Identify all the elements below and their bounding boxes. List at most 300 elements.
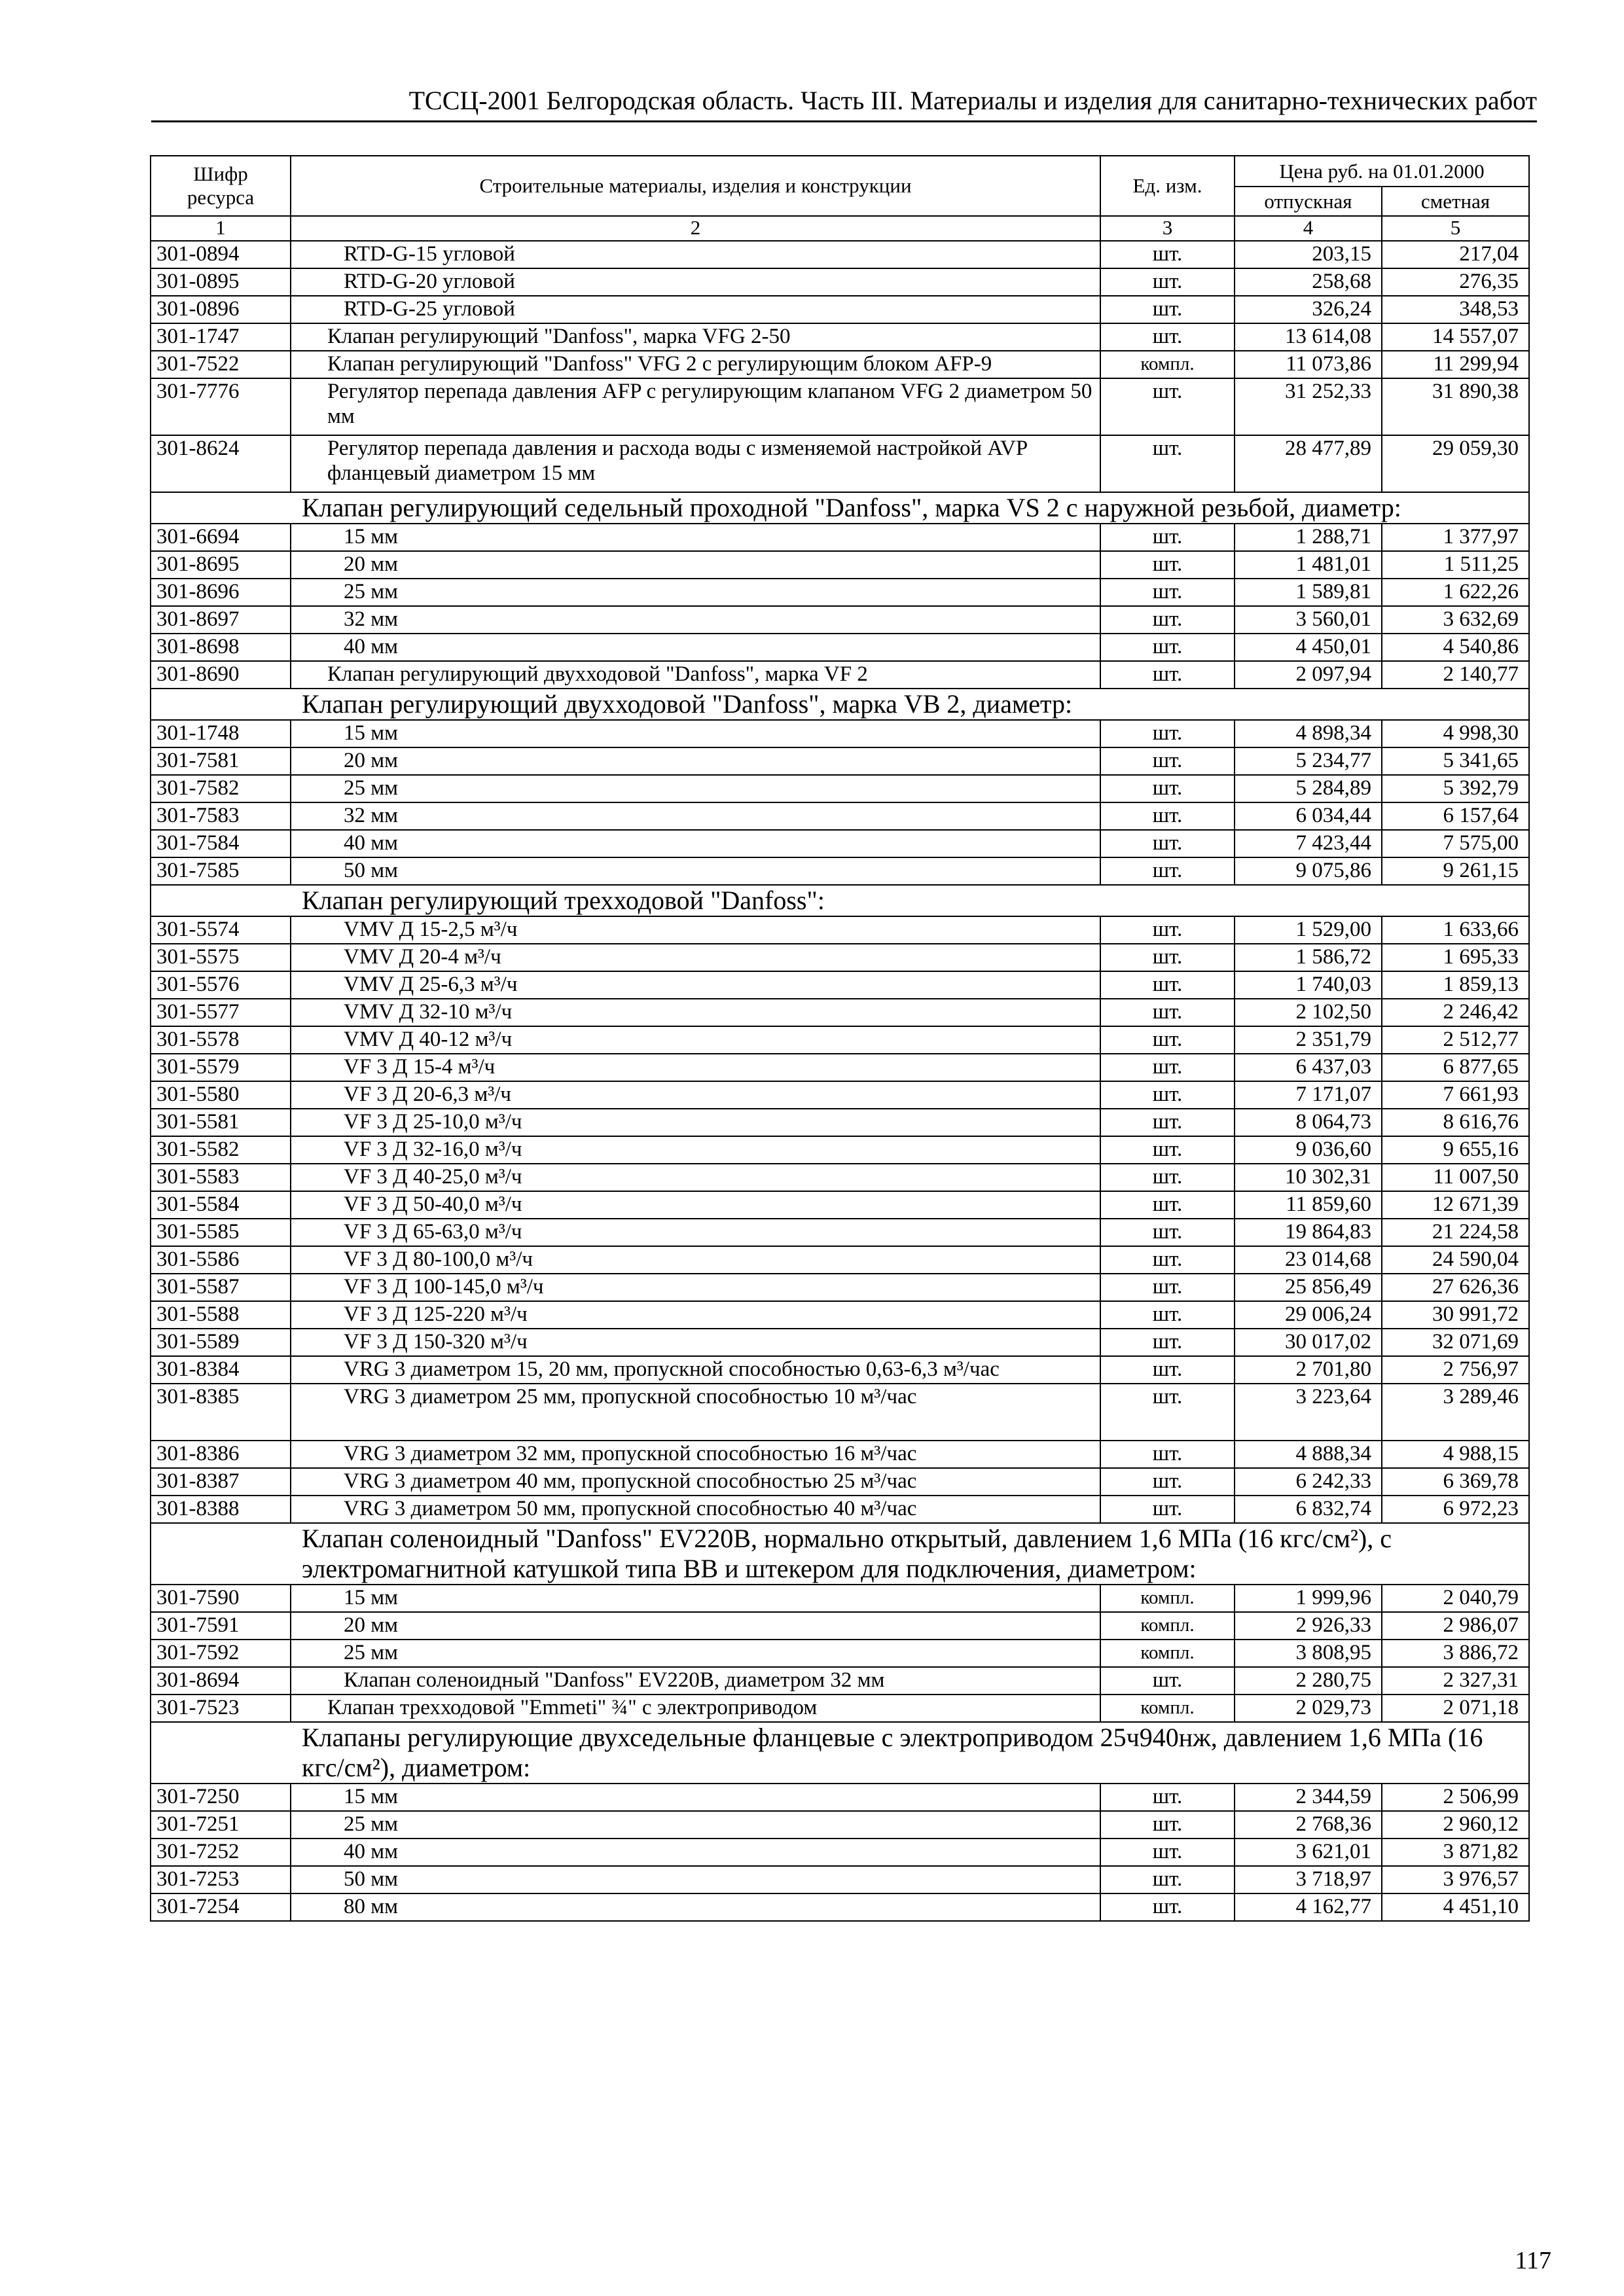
unit-of-measure: шт. xyxy=(1100,1866,1235,1893)
table-body xyxy=(151,241,1529,1921)
table-row xyxy=(151,524,1529,551)
resource-code: 301-7591 xyxy=(151,1612,291,1640)
table-row xyxy=(151,1585,1529,1612)
resource-code: 301-7250 xyxy=(151,1784,291,1811)
resource-code: 301-7522 xyxy=(151,351,291,378)
material-name: VF 3 Д 150-320 м³/ч xyxy=(291,1329,1100,1356)
material-name: VF 3 Д 40-25,0 м³/ч xyxy=(291,1164,1100,1191)
resource-code: 301-7581 xyxy=(151,747,291,775)
estimate-price: 8 616,76 xyxy=(1382,1109,1529,1136)
table-row xyxy=(151,551,1529,579)
section-row xyxy=(151,689,1529,720)
unit-of-measure: шт. xyxy=(1100,1811,1235,1839)
material-name: 50 мм xyxy=(291,857,1100,885)
table-row xyxy=(151,296,1529,323)
unit-of-measure: шт. xyxy=(1100,1026,1235,1054)
resource-code: 301-7590 xyxy=(151,1585,291,1612)
unit-of-measure: шт. xyxy=(1100,579,1235,606)
header-unit: Ед. изм. xyxy=(1100,156,1235,216)
unit-of-measure: шт. xyxy=(1100,1164,1235,1191)
unit-of-measure: компл. xyxy=(1100,1585,1235,1612)
table-row xyxy=(151,1640,1529,1667)
material-name: RTD-G-20 угловой xyxy=(291,268,1100,296)
table-row xyxy=(151,720,1529,747)
unit-of-measure: шт. xyxy=(1100,1384,1235,1441)
table-row xyxy=(151,1612,1529,1640)
estimate-price: 2 246,42 xyxy=(1382,999,1529,1026)
material-name: Клапан соленоидный "Danfoss" EV220B, диаметром 32 мм xyxy=(291,1667,1100,1695)
material-name: VMV Д 15-2,5 м³/ч xyxy=(291,916,1100,944)
table-row xyxy=(151,323,1529,351)
release-price: 6 242,33 xyxy=(1235,1468,1382,1496)
header-release-price: отпускная xyxy=(1235,187,1382,216)
release-price: 2 344,59 xyxy=(1235,1784,1382,1811)
material-name: 40 мм xyxy=(291,634,1100,661)
material-name: 50 мм xyxy=(291,1866,1100,1893)
resource-code: 301-7254 xyxy=(151,1893,291,1921)
price-table xyxy=(150,155,1530,1922)
table-row xyxy=(151,1496,1529,1523)
estimate-price: 1 859,13 xyxy=(1382,971,1529,999)
unit-of-measure: шт. xyxy=(1100,1109,1235,1136)
table-row xyxy=(151,747,1529,775)
section-heading: Клапан регулирующий двухходовой "Danfoss", марка VB 2, диаметр: xyxy=(151,689,1529,720)
material-name: 25 мм xyxy=(291,1640,1100,1667)
release-price: 23 014,68 xyxy=(1235,1246,1382,1274)
release-price: 1 288,71 xyxy=(1235,524,1382,551)
material-name: VF 3 Д 125-220 м³/ч xyxy=(291,1301,1100,1329)
material-name: 40 мм xyxy=(291,830,1100,857)
release-price: 29 006,24 xyxy=(1235,1301,1382,1329)
unit-of-measure: шт. xyxy=(1100,1441,1235,1468)
release-price: 6 034,44 xyxy=(1235,802,1382,830)
unit-of-measure: шт. xyxy=(1100,268,1235,296)
table-row xyxy=(151,1246,1529,1274)
table-row xyxy=(151,634,1529,661)
unit-of-measure: шт. xyxy=(1100,971,1235,999)
release-price: 4 450,01 xyxy=(1235,634,1382,661)
material-name: VF 3 Д 80-100,0 м³/ч xyxy=(291,1246,1100,1274)
table-header xyxy=(151,156,1529,241)
release-price: 10 302,31 xyxy=(1235,1164,1382,1191)
resource-code: 301-5578 xyxy=(151,1026,291,1054)
estimate-price: 24 590,04 xyxy=(1382,1246,1529,1274)
estimate-price: 11 299,94 xyxy=(1382,351,1529,378)
estimate-price: 9 655,16 xyxy=(1382,1136,1529,1164)
unit-of-measure: шт. xyxy=(1100,857,1235,885)
header-code: Шифр ресурса xyxy=(151,156,291,216)
table-row xyxy=(151,241,1529,268)
material-name: 40 мм xyxy=(291,1839,1100,1866)
unit-of-measure: шт. xyxy=(1100,1329,1235,1356)
resource-code: 301-5577 xyxy=(151,999,291,1026)
material-name: VRG 3 диаметром 25 мм, пропускной способностью 10 м³/час xyxy=(291,1384,1100,1441)
table-row xyxy=(151,1081,1529,1109)
estimate-price: 3 289,46 xyxy=(1382,1384,1529,1441)
resource-code: 301-7251 xyxy=(151,1811,291,1839)
unit-of-measure: шт. xyxy=(1100,1191,1235,1219)
release-price: 2 280,75 xyxy=(1235,1667,1382,1695)
page-header: ТССЦ-2001 Белгородская область. Часть III. Материалы и изделия для санитарно-технических работ xyxy=(408,86,1537,115)
release-price: 2 029,73 xyxy=(1235,1695,1382,1722)
resource-code: 301-5579 xyxy=(151,1054,291,1081)
column-number: 4 xyxy=(1235,216,1382,241)
release-price: 326,24 xyxy=(1235,296,1382,323)
release-price: 1 740,03 xyxy=(1235,971,1382,999)
resource-code: 301-5576 xyxy=(151,971,291,999)
material-name: VMV Д 25-6,3 м³/ч xyxy=(291,971,1100,999)
table-row xyxy=(151,1893,1529,1921)
release-price: 258,68 xyxy=(1235,268,1382,296)
estimate-price: 5 392,79 xyxy=(1382,775,1529,802)
resource-code: 301-0896 xyxy=(151,296,291,323)
release-price: 4 898,34 xyxy=(1235,720,1382,747)
material-name: VF 3 Д 20-6,3 м³/ч xyxy=(291,1081,1100,1109)
resource-code: 301-7585 xyxy=(151,857,291,885)
table-row xyxy=(151,1219,1529,1246)
release-price: 11 073,86 xyxy=(1235,351,1382,378)
estimate-price: 4 540,86 xyxy=(1382,634,1529,661)
estimate-price: 4 451,10 xyxy=(1382,1893,1529,1921)
unit-of-measure: шт. xyxy=(1100,606,1235,634)
unit-of-measure: компл. xyxy=(1100,351,1235,378)
material-name: VF 3 Д 65-63,0 м³/ч xyxy=(291,1219,1100,1246)
table-row xyxy=(151,378,1529,435)
release-price: 1 529,00 xyxy=(1235,916,1382,944)
estimate-price: 348,53 xyxy=(1382,296,1529,323)
section-heading: Клапан регулирующий седельный проходной "Danfoss", марка VS 2 с наружной резьбой, диаметр: xyxy=(151,492,1529,524)
unit-of-measure: шт. xyxy=(1100,747,1235,775)
table-row xyxy=(151,1274,1529,1301)
resource-code: 301-7523 xyxy=(151,1695,291,1722)
release-price: 31 252,33 xyxy=(1235,378,1382,435)
estimate-price: 2 506,99 xyxy=(1382,1784,1529,1811)
material-name: VRG 3 диаметром 32 мм, пропускной способностью 16 м³/час xyxy=(291,1441,1100,1468)
material-name: RTD-G-15 угловой xyxy=(291,241,1100,268)
estimate-price: 1 695,33 xyxy=(1382,944,1529,971)
table-row xyxy=(151,775,1529,802)
material-name: 80 мм xyxy=(291,1893,1100,1921)
material-name: VF 3 Д 15-4 м³/ч xyxy=(291,1054,1100,1081)
material-name: VRG 3 диаметром 40 мм, пропускной способностью 25 м³/час xyxy=(291,1468,1100,1496)
table-row xyxy=(151,1026,1529,1054)
release-price: 5 234,77 xyxy=(1235,747,1382,775)
table-row xyxy=(151,268,1529,296)
estimate-price: 3 871,82 xyxy=(1382,1839,1529,1866)
unit-of-measure: шт. xyxy=(1100,323,1235,351)
table-row xyxy=(151,661,1529,689)
resource-code: 301-1747 xyxy=(151,323,291,351)
resource-code: 301-5589 xyxy=(151,1329,291,1356)
table-row xyxy=(151,1054,1529,1081)
table-row xyxy=(151,1468,1529,1496)
table-row xyxy=(151,1667,1529,1695)
table-row xyxy=(151,1811,1529,1839)
release-price: 30 017,02 xyxy=(1235,1329,1382,1356)
resource-code: 301-8385 xyxy=(151,1384,291,1441)
estimate-price: 32 071,69 xyxy=(1382,1329,1529,1356)
estimate-price: 3 886,72 xyxy=(1382,1640,1529,1667)
table-row xyxy=(151,1441,1529,1468)
material-name: 15 мм xyxy=(291,720,1100,747)
estimate-price: 6 877,65 xyxy=(1382,1054,1529,1081)
unit-of-measure: шт. xyxy=(1100,1784,1235,1811)
unit-of-measure: шт. xyxy=(1100,916,1235,944)
column-number: 1 xyxy=(151,216,291,241)
material-name: Клапан регулирующий двухходовой "Danfoss", марка VF 2 xyxy=(291,661,1100,689)
material-name: Регулятор перепада давления AFP с регулирующим клапаном VFG 2 диаметром 50 мм xyxy=(291,378,1100,435)
section-row xyxy=(151,1523,1529,1585)
resource-code: 301-0894 xyxy=(151,241,291,268)
resource-code: 301-7253 xyxy=(151,1866,291,1893)
estimate-price: 27 626,36 xyxy=(1382,1274,1529,1301)
release-price: 11 859,60 xyxy=(1235,1191,1382,1219)
material-name: VRG 3 диаметром 15, 20 мм, пропускной способностью 0,63-6,3 м³/час xyxy=(291,1356,1100,1384)
estimate-price: 31 890,38 xyxy=(1382,378,1529,435)
material-name: VMV Д 20-4 м³/ч xyxy=(291,944,1100,971)
release-price: 2 102,50 xyxy=(1235,999,1382,1026)
unit-of-measure: шт. xyxy=(1100,802,1235,830)
release-price: 5 284,89 xyxy=(1235,775,1382,802)
estimate-price: 11 007,50 xyxy=(1382,1164,1529,1191)
resource-code: 301-7583 xyxy=(151,802,291,830)
material-name: 20 мм xyxy=(291,1612,1100,1640)
material-name: RTD-G-25 угловой xyxy=(291,296,1100,323)
release-price: 203,15 xyxy=(1235,241,1382,268)
resource-code: 301-8388 xyxy=(151,1496,291,1523)
material-name: VF 3 Д 50-40,0 м³/ч xyxy=(291,1191,1100,1219)
resource-code: 301-8384 xyxy=(151,1356,291,1384)
section-heading: Клапаны регулирующие двухседельные фланцевые с электроприводом 25ч940нж, давлением 1,6 МПа (16 кгс/см²), диаметром: xyxy=(151,1722,1529,1784)
unit-of-measure: шт. xyxy=(1100,1136,1235,1164)
table-row xyxy=(151,435,1529,492)
header-price: Цена руб. на 01.01.2000 xyxy=(1235,156,1529,187)
unit-of-measure: шт. xyxy=(1100,296,1235,323)
table-row xyxy=(151,1784,1529,1811)
unit-of-measure: компл. xyxy=(1100,1640,1235,1667)
section-row xyxy=(151,492,1529,524)
material-name: VF 3 Д 100-145,0 м³/ч xyxy=(291,1274,1100,1301)
release-price: 2 926,33 xyxy=(1235,1612,1382,1640)
resource-code: 301-5574 xyxy=(151,916,291,944)
unit-of-measure: шт. xyxy=(1100,1356,1235,1384)
estimate-price: 3 976,57 xyxy=(1382,1866,1529,1893)
unit-of-measure: шт. xyxy=(1100,241,1235,268)
table-row xyxy=(151,1136,1529,1164)
material-name: Регулятор перепада давления и расхода воды с изменяемой настройкой AVP фланцевый диаметром 15 мм xyxy=(291,435,1100,492)
price-table-container xyxy=(150,155,1528,1922)
release-price: 13 614,08 xyxy=(1235,323,1382,351)
section-row xyxy=(151,885,1529,916)
resource-code: 301-8695 xyxy=(151,551,291,579)
release-price: 3 808,95 xyxy=(1235,1640,1382,1667)
estimate-price: 30 991,72 xyxy=(1382,1301,1529,1329)
estimate-price: 2 040,79 xyxy=(1382,1585,1529,1612)
unit-of-measure: шт. xyxy=(1100,661,1235,689)
unit-of-measure: компл. xyxy=(1100,1695,1235,1722)
estimate-price: 2 512,77 xyxy=(1382,1026,1529,1054)
resource-code: 301-8690 xyxy=(151,661,291,689)
estimate-price: 6 369,78 xyxy=(1382,1468,1529,1496)
release-price: 3 223,64 xyxy=(1235,1384,1382,1441)
unit-of-measure: компл. xyxy=(1100,1612,1235,1640)
header-rule xyxy=(151,120,1537,122)
release-price: 1 589,81 xyxy=(1235,579,1382,606)
table-row xyxy=(151,1191,1529,1219)
table-row xyxy=(151,971,1529,999)
unit-of-measure: шт. xyxy=(1100,1081,1235,1109)
section-row xyxy=(151,1722,1529,1784)
material-name: 15 мм xyxy=(291,1784,1100,1811)
release-price: 7 171,07 xyxy=(1235,1081,1382,1109)
table-row xyxy=(151,1695,1529,1722)
release-price: 9 036,60 xyxy=(1235,1136,1382,1164)
release-price: 1 586,72 xyxy=(1235,944,1382,971)
release-price: 19 864,83 xyxy=(1235,1219,1382,1246)
release-price: 4 888,34 xyxy=(1235,1441,1382,1468)
table-row xyxy=(151,1866,1529,1893)
unit-of-measure: шт. xyxy=(1100,551,1235,579)
resource-code: 301-8696 xyxy=(151,579,291,606)
estimate-price: 4 998,30 xyxy=(1382,720,1529,747)
table-row xyxy=(151,1164,1529,1191)
resource-code: 301-8624 xyxy=(151,435,291,492)
estimate-price: 2 960,12 xyxy=(1382,1811,1529,1839)
resource-code: 301-5585 xyxy=(151,1219,291,1246)
unit-of-measure: шт. xyxy=(1100,634,1235,661)
table-row xyxy=(151,1839,1529,1866)
material-name: 15 мм xyxy=(291,1585,1100,1612)
estimate-price: 2 140,77 xyxy=(1382,661,1529,689)
estimate-price: 14 557,07 xyxy=(1382,323,1529,351)
release-price: 6 832,74 xyxy=(1235,1496,1382,1523)
resource-code: 301-8694 xyxy=(151,1667,291,1695)
table-row xyxy=(151,830,1529,857)
page-number: 117 xyxy=(1515,2247,1551,2274)
release-price: 3 621,01 xyxy=(1235,1839,1382,1866)
release-price: 6 437,03 xyxy=(1235,1054,1382,1081)
estimate-price: 3 632,69 xyxy=(1382,606,1529,634)
resource-code: 301-7592 xyxy=(151,1640,291,1667)
unit-of-measure: шт. xyxy=(1100,775,1235,802)
estimate-price: 2 327,31 xyxy=(1382,1667,1529,1695)
table-row xyxy=(151,802,1529,830)
release-price: 2 097,94 xyxy=(1235,661,1382,689)
section-heading: Клапан регулирующий трехходовой "Danfoss": xyxy=(151,885,1529,916)
column-number: 2 xyxy=(291,216,1100,241)
unit-of-measure: шт. xyxy=(1100,999,1235,1026)
unit-of-measure: шт. xyxy=(1100,524,1235,551)
table-row xyxy=(151,1109,1529,1136)
unit-of-measure: шт. xyxy=(1100,1054,1235,1081)
estimate-price: 2 756,97 xyxy=(1382,1356,1529,1384)
unit-of-measure: шт. xyxy=(1100,1246,1235,1274)
release-price: 28 477,89 xyxy=(1235,435,1382,492)
table-row xyxy=(151,351,1529,378)
unit-of-measure: шт. xyxy=(1100,378,1235,435)
resource-code: 301-8386 xyxy=(151,1441,291,1468)
unit-of-measure: шт. xyxy=(1100,1468,1235,1496)
unit-of-measure: шт. xyxy=(1100,1839,1235,1866)
estimate-price: 4 988,15 xyxy=(1382,1441,1529,1468)
resource-code: 301-8387 xyxy=(151,1468,291,1496)
release-price: 2 351,79 xyxy=(1235,1026,1382,1054)
material-name: VF 3 Д 32-16,0 м³/ч xyxy=(291,1136,1100,1164)
unit-of-measure: шт. xyxy=(1100,435,1235,492)
resource-code: 301-1748 xyxy=(151,720,291,747)
material-name: VRG 3 диаметром 50 мм, пропускной способностью 40 м³/час xyxy=(291,1496,1100,1523)
material-name: VMV Д 40-12 м³/ч xyxy=(291,1026,1100,1054)
release-price: 7 423,44 xyxy=(1235,830,1382,857)
estimate-price: 7 575,00 xyxy=(1382,830,1529,857)
resource-code: 301-5586 xyxy=(151,1246,291,1274)
table-row xyxy=(151,857,1529,885)
release-price: 1 999,96 xyxy=(1235,1585,1382,1612)
estimate-price: 2 986,07 xyxy=(1382,1612,1529,1640)
unit-of-measure: шт. xyxy=(1100,944,1235,971)
material-name: 25 мм xyxy=(291,775,1100,802)
release-price: 8 064,73 xyxy=(1235,1109,1382,1136)
estimate-price: 276,35 xyxy=(1382,268,1529,296)
table-row xyxy=(151,606,1529,634)
estimate-price: 217,04 xyxy=(1382,241,1529,268)
unit-of-measure: шт. xyxy=(1100,1496,1235,1523)
material-name: Клапан регулирующий "Danfoss", марка VFG 2-50 xyxy=(291,323,1100,351)
table-row xyxy=(151,944,1529,971)
material-name: Клапан регулирующий "Danfoss" VFG 2 с регулирующим блоком AFP-9 xyxy=(291,351,1100,378)
estimate-price: 6 157,64 xyxy=(1382,802,1529,830)
resource-code: 301-7776 xyxy=(151,378,291,435)
resource-code: 301-7582 xyxy=(151,775,291,802)
release-price: 2 768,36 xyxy=(1235,1811,1382,1839)
material-name: 32 мм xyxy=(291,802,1100,830)
unit-of-measure: шт. xyxy=(1100,720,1235,747)
resource-code: 301-5583 xyxy=(151,1164,291,1191)
estimate-price: 7 661,93 xyxy=(1382,1081,1529,1109)
unit-of-measure: шт. xyxy=(1100,1274,1235,1301)
material-name: 32 мм xyxy=(291,606,1100,634)
estimate-price: 21 224,58 xyxy=(1382,1219,1529,1246)
column-number: 5 xyxy=(1382,216,1529,241)
estimate-price: 29 059,30 xyxy=(1382,435,1529,492)
unit-of-measure: шт. xyxy=(1100,1893,1235,1921)
estimate-price: 1 633,66 xyxy=(1382,916,1529,944)
column-number-row xyxy=(151,216,1529,241)
material-name: VMV Д 32-10 м³/ч xyxy=(291,999,1100,1026)
release-price: 9 075,86 xyxy=(1235,857,1382,885)
estimate-price: 6 972,23 xyxy=(1382,1496,1529,1523)
resource-code: 301-5580 xyxy=(151,1081,291,1109)
section-heading: Клапан соленоидный "Danfoss" EV220B, нормально открытый, давлением 1,6 МПа (16 кгс/см²), с электромагнитной катушкой типа BB и штекером для подключения, диаметром: xyxy=(151,1523,1529,1585)
material-name: 25 мм xyxy=(291,579,1100,606)
resource-code: 301-5575 xyxy=(151,944,291,971)
estimate-price: 9 261,15 xyxy=(1382,857,1529,885)
material-name: 15 мм xyxy=(291,524,1100,551)
header-estimate-price: сметная xyxy=(1382,187,1529,216)
release-price: 3 560,01 xyxy=(1235,606,1382,634)
resource-code: 301-8697 xyxy=(151,606,291,634)
unit-of-measure: шт. xyxy=(1100,1301,1235,1329)
column-number: 3 xyxy=(1100,216,1235,241)
unit-of-measure: шт. xyxy=(1100,830,1235,857)
material-name: 20 мм xyxy=(291,551,1100,579)
resource-code: 301-8698 xyxy=(151,634,291,661)
estimate-price: 12 671,39 xyxy=(1382,1191,1529,1219)
table-row xyxy=(151,1384,1529,1441)
resource-code: 301-5584 xyxy=(151,1191,291,1219)
release-price: 1 481,01 xyxy=(1235,551,1382,579)
resource-code: 301-5587 xyxy=(151,1274,291,1301)
